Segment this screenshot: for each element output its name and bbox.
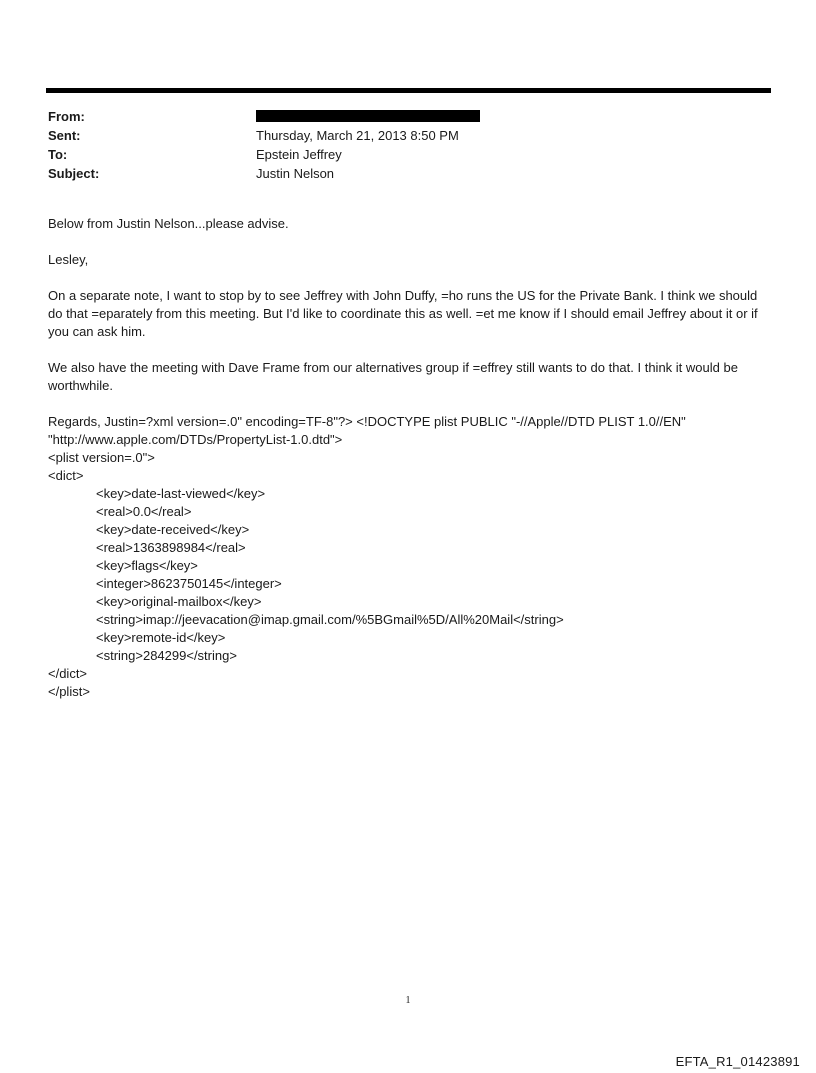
xml-inner-line: <key>original-mailbox</key> xyxy=(96,594,262,609)
sent-row xyxy=(48,126,768,145)
header-divider xyxy=(46,88,771,93)
xml-inner-line: <string>imap://jeevacation@imap.gmail.com/%5BGmail%5D/All%20Mail</string> xyxy=(96,612,564,627)
paragraph-1: On a separate note, I want to stop by to see Jeffrey with John Duffy, =ho runs the US for the Private Bank. I think we should do that =eparately from this meeting. But I'd like to coordinate this as well. =et me know if I should email Jeffrey about it or if you can ask him. xyxy=(48,288,758,339)
xml-inner-line: <key>date-received</key> xyxy=(96,522,250,537)
intro-line: Below from Justin Nelson...please advise. xyxy=(48,216,289,231)
greeting-line: Lesley, xyxy=(48,252,89,267)
sent-value: Thursday, March 21, 2013 8:50 PM xyxy=(256,128,459,143)
xml-line: "http://www.apple.com/DTDs/PropertyList-1.0.dtd"> xyxy=(48,432,343,447)
xml-inner-line: <key>remote-id</key> xyxy=(96,630,226,645)
xml-inner-line: <real>1363898984</real> xyxy=(96,540,246,555)
from-label: From: xyxy=(48,109,85,124)
to-label: To: xyxy=(48,147,68,162)
subject-row xyxy=(48,164,768,183)
email-body xyxy=(48,215,773,701)
from-row xyxy=(48,107,768,126)
xml-line: <plist version=.0"> xyxy=(48,450,155,465)
xml-end-line: </dict> xyxy=(48,666,88,681)
xml-end-line: </plist> xyxy=(48,684,90,699)
closing-line: Regards, Justin=?xml version=.0" encoding=TF-8"?> <!DOCTYPE plist PUBLIC "-//Apple//DTD PLIST 1.0//EN" xyxy=(48,414,686,429)
xml-inner-line: <string>284299</string> xyxy=(96,648,237,663)
to-row xyxy=(48,145,768,164)
xml-inner-line: <key>flags</key> xyxy=(96,558,198,573)
email-header xyxy=(48,107,768,183)
paragraph-2: We also have the meeting with Dave Frame from our alternatives group if =effrey still wants to do that. I think it would be worthwhile. xyxy=(48,360,738,393)
plist-block xyxy=(48,413,773,701)
page-number: 1 xyxy=(405,995,411,1006)
xml-line: <dict> xyxy=(48,468,84,483)
document-id: EFTA_R1_01423891 xyxy=(675,1054,800,1069)
subject-value: Justin Nelson xyxy=(256,166,335,181)
from-value-redacted xyxy=(256,107,480,126)
xml-inner-line: <key>date-last-viewed</key> xyxy=(96,486,266,501)
subject-label: Subject: xyxy=(48,166,100,181)
redaction-bar xyxy=(256,110,480,122)
xml-inner-line: <real>0.0</real> xyxy=(96,504,192,519)
to-value: Epstein Jeffrey xyxy=(256,147,342,162)
sent-label: Sent: xyxy=(48,128,81,143)
xml-inner-line: <integer>8623750145</integer> xyxy=(96,576,282,591)
